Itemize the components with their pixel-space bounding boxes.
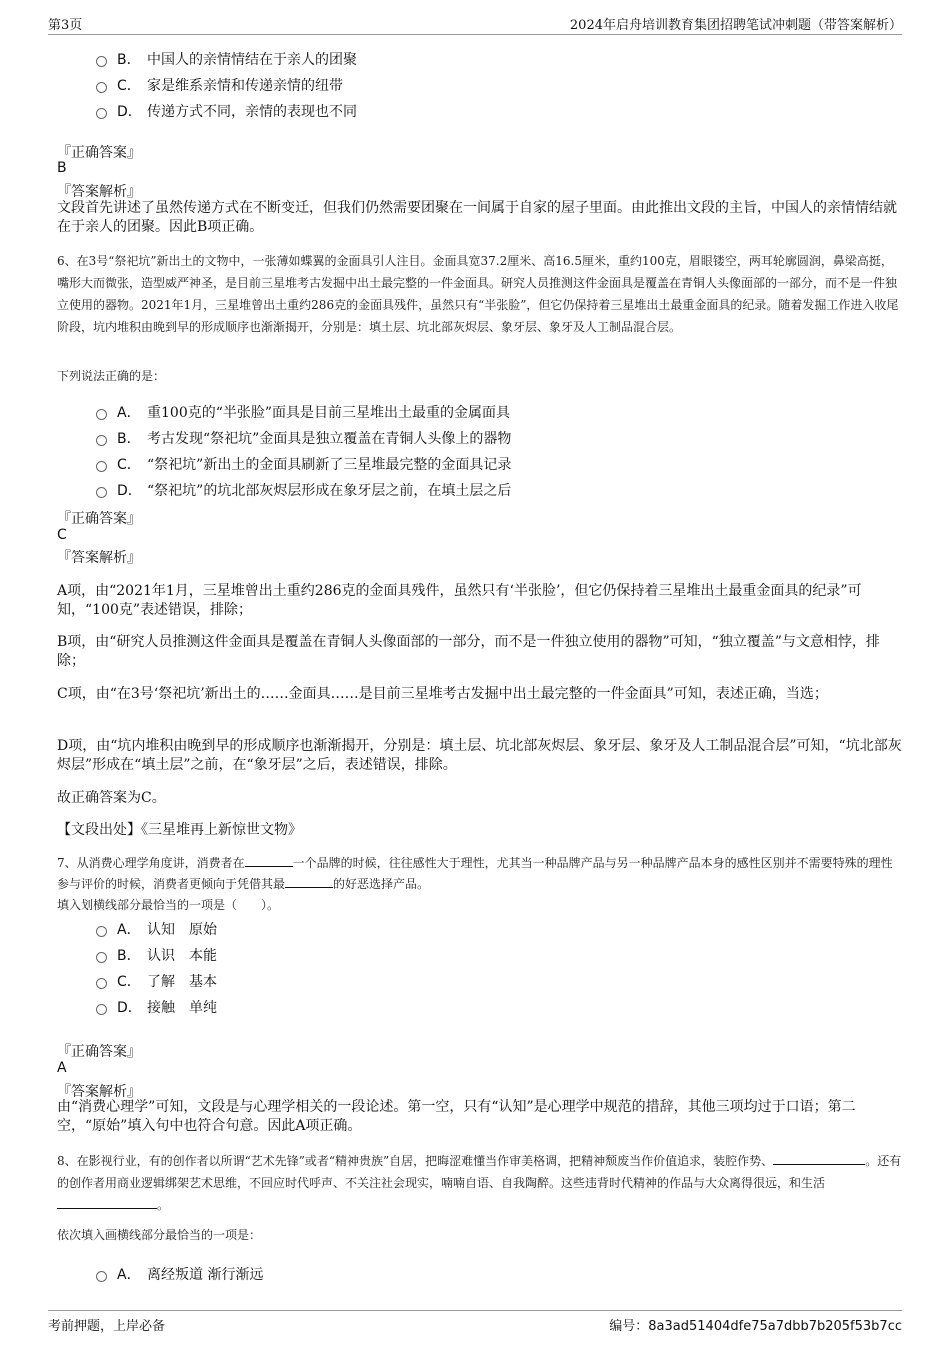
q7-option-b[interactable]: B． 认识 本能	[96, 945, 217, 965]
page-number: 第3页	[48, 18, 83, 33]
footer-serial: 编号：8a3ad51404dfe75a7dbb7b205f53b7cc	[609, 1319, 902, 1334]
q6-answer: C	[57, 527, 67, 543]
blank-line	[773, 1164, 865, 1165]
q7-answer-label: 『正确答案』	[57, 1044, 141, 1060]
footer-slogan: 考前押题，上岸必备	[48, 1319, 166, 1334]
q7-analysis: 由“消费心理学”可知，文段是与心理学相关的一段论述。第一空，只有“认知”是心理学中规范的措辞，其他三项均过于口语；第二空，“原始”填入句中也符合句意。因此A项正确。	[57, 1099, 856, 1134]
q7-option-d[interactable]: D． 接触 单纯	[96, 997, 217, 1017]
radio-icon[interactable]	[96, 435, 107, 446]
document-title: 2024年启舟培训教育集团招聘笔试冲刺题（带答案解析）	[569, 18, 902, 33]
q7-prompt: 填入划横线部分最恰当的一项是（ ）。	[57, 898, 280, 912]
radio-icon[interactable]	[96, 108, 107, 119]
radio-icon[interactable]	[96, 56, 107, 67]
q8-stem: 8、在影视行业，有的创作者以所谓“艺术先锋”或者“精神贵族”自居，把晦涩难懂当作审美格调，把精神颓废当作价值追求，装腔作势、 。还有的创作者用商业逻辑绑架艺术思维，不回应时代呼声、不关注社会现实，喃喃自语、自我陶醉。这些违背时代精神的作品与大众离得很远，和生活。	[57, 1154, 902, 1212]
q7-answer: A	[57, 1060, 67, 1076]
q5-option-c[interactable]: C． 家是维系亲情和传递亲情的纽带	[96, 75, 343, 95]
q6-option-a[interactable]: A． 重100克的“半张脸”面具是目前三星堆出土最重的金属面具	[96, 402, 510, 422]
q5-answer: B	[57, 160, 67, 176]
radio-icon[interactable]	[96, 952, 107, 963]
q6-analysis-label: 『答案解析』	[57, 550, 141, 566]
page-header	[48, 14, 902, 35]
q5-answer-label: 『正确答案』	[57, 145, 141, 161]
blank-line	[57, 1208, 157, 1209]
q6-option-d[interactable]: D． “祭祀坑”的坑北部灰烬层形成在象牙层之前，在填土层之后	[96, 480, 511, 500]
q8-option-a[interactable]: A． 离经叛道 渐行渐远	[96, 1264, 263, 1284]
q6-analysis-a: A项，由“2021年1月，三星堆曾出土重约286克的金面具残件，虽然只有‘半张脸’，但它仍保持着三星堆出土最重金面具的纪录”可知，“100克”表述错误，排除；	[57, 583, 862, 618]
q5-option-d[interactable]: D． 传递方式不同，亲情的表现也不同	[96, 101, 357, 121]
radio-icon[interactable]	[96, 978, 107, 989]
q6-option-c[interactable]: C． “祭祀坑”新出土的金面具刷新了三星堆最完整的金面具记录	[96, 454, 511, 474]
radio-icon[interactable]	[96, 926, 107, 937]
blank-line	[245, 866, 293, 867]
q6-analysis-b: B项，由“研究人员推测这件金面具是覆盖在青铜人头像面部的一部分，而不是一件独立使用的器物”可知，“独立覆盖”与文意相悖，排除；	[57, 634, 880, 669]
q6-analysis-d: D项，由“坑内堆积由晚到早的形成顺序也渐渐揭开，分别是：填土层、坑北部灰烬层、象牙层、象牙及人工制品混合层”可知，“坑北部灰烬层”形成在“填土层”之前，在“象牙层”之后，表述错误，排除。	[57, 738, 902, 773]
q7-option-a[interactable]: A． 认知 原始	[96, 919, 217, 939]
q7-stem: 7、从消费心理学角度讲，消费者在 一个品牌的时候，往往感性大于理性，尤其当一种品牌产品与另一种品牌产品本身的感性区别并不需要特殊的理性参与评价的时候，消费者更倾向于凭借其最 的好恶选择产品。	[57, 856, 893, 891]
q8-prompt: 依次填入画横线部分最恰当的一项是：	[57, 1228, 262, 1242]
radio-icon[interactable]	[96, 1004, 107, 1015]
q6-analysis-c: C项，由“在3号‘祭祀坑’新出土的……金面具……是目前三星堆考古发掘中出土最完整的一件金面具”可知，表述正确，当选；	[57, 686, 828, 702]
radio-icon[interactable]	[96, 1271, 107, 1282]
q5-analysis-label: 『答案解析』	[57, 184, 141, 200]
page-footer	[48, 1310, 902, 1334]
radio-icon[interactable]	[96, 409, 107, 420]
q6-conclusion: 故正确答案为C。	[57, 790, 166, 806]
q7-option-c[interactable]: C． 了解 基本	[96, 971, 217, 991]
q6-source: 【文段出处】《三星堆再上新惊世文物》	[57, 822, 302, 838]
q6-stem: 6、在3号“祭祀坑”新出土的文物中，一张薄如蝶翼的金面具引人注目。金面具宽37.2厘米、高16.5厘米，重约100克，眉眼镂空，两耳轮廓圆润，鼻梁高挺，嘴形大而微张，造型威严神圣，是目前三星堆考古发掘中出土最完整的一件金面具。研究人员推测这件金面具是覆盖在青铜人头像面部的一部分，而不是一件独立使用的器物。2021年1月，三星堆曾出土重约286克的金面具残件，虽然只有“半张脸”，但它仍保持着三星堆出土最重金面具的纪录。随着发掘工作进入收尾阶段，坑内堆积由晚到早的形成顺序也渐渐揭开，分别是：填土层、坑北部灰烬层、象牙层、象牙及人工制品混合层。	[57, 254, 899, 334]
radio-icon[interactable]	[96, 82, 107, 93]
radio-icon[interactable]	[96, 461, 107, 472]
radio-icon[interactable]	[96, 487, 107, 498]
q6-prompt: 下列说法正确的是：	[57, 369, 166, 383]
q5-option-b[interactable]: B． 中国人的亲情情结在于亲人的团聚	[96, 49, 357, 69]
blank-line	[285, 887, 333, 888]
q5-analysis: 文段首先讲述了虽然传递方式在不断变迁，但我们仍然需要团聚在一间属于自家的屋子里面。由此推出文段的主旨，中国人的亲情情结就在于亲人的团聚。因此B项正确。	[57, 200, 897, 235]
q6-option-b[interactable]: B． 考古发现“祭祀坑”金面具是独立覆盖在青铜人头像上的器物	[96, 428, 511, 448]
q6-answer-label: 『正确答案』	[57, 511, 141, 527]
q7-analysis-label: 『答案解析』	[57, 1084, 141, 1100]
